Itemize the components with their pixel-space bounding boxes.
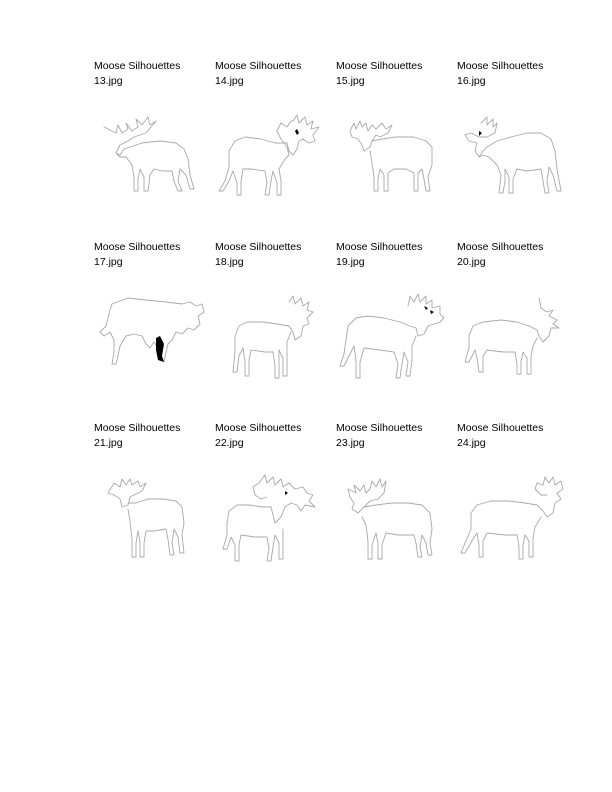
image-caption [94,240,212,270]
caption-filename: 20.jpg [457,256,486,268]
image-caption [94,421,212,451]
moose-tile-20 [457,240,575,405]
caption-filename: 16.jpg [457,75,486,87]
caption-filename: 22.jpg [215,437,244,449]
image-caption [457,240,575,270]
moose-outline-icon [457,473,569,563]
moose-tile-23 [336,421,454,586]
caption-title: Moose Silhouettes [457,241,544,253]
moose-tile-19 [336,240,454,405]
caption-title: Moose Silhouettes [215,241,302,253]
caption-title: Moose Silhouettes [94,60,181,72]
moose-outline-icon [215,111,327,201]
moose-outline-icon [215,473,327,563]
caption-filename: 17.jpg [94,256,123,268]
moose-tile-13 [94,59,212,224]
caption-filename: 14.jpg [215,75,244,87]
caption-title: Moose Silhouettes [457,60,544,72]
moose-tile-17 [94,240,212,405]
moose-tile-18 [215,240,333,405]
moose-outline-icon [215,292,327,382]
moose-tile-14 [215,59,333,224]
moose-outline-icon [457,292,569,382]
caption-filename: 15.jpg [336,75,365,87]
caption-title: Moose Silhouettes [215,422,302,434]
caption-title: Moose Silhouettes [457,422,544,434]
moose-tile-16 [457,59,575,224]
caption-filename: 13.jpg [94,75,123,87]
caption-title: Moose Silhouettes [336,60,423,72]
moose-outline-icon [94,292,206,382]
image-caption [336,421,454,451]
caption-title: Moose Silhouettes [94,422,181,434]
image-caption [215,421,333,451]
caption-title: Moose Silhouettes [336,422,423,434]
moose-outline-icon [94,473,206,563]
moose-tile-22 [215,421,333,586]
caption-filename: 24.jpg [457,437,486,449]
moose-outline-icon [336,473,448,563]
image-caption [215,240,333,270]
moose-outline-icon [457,111,569,201]
caption-filename: 19.jpg [336,256,365,268]
moose-tile-24 [457,421,575,586]
image-caption [336,59,454,89]
moose-outline-icon [94,111,206,201]
image-caption [457,59,575,89]
moose-outline-icon [336,111,448,201]
caption-filename: 18.jpg [215,256,244,268]
moose-tile-21 [94,421,212,586]
image-caption [94,59,212,89]
image-caption [457,421,575,451]
caption-filename: 23.jpg [336,437,365,449]
image-caption [336,240,454,270]
caption-title: Moose Silhouettes [336,241,423,253]
image-caption [215,59,333,89]
moose-outline-icon [336,292,448,382]
moose-tile-15 [336,59,454,224]
caption-title: Moose Silhouettes [215,60,302,72]
caption-filename: 21.jpg [94,437,123,449]
caption-title: Moose Silhouettes [94,241,181,253]
